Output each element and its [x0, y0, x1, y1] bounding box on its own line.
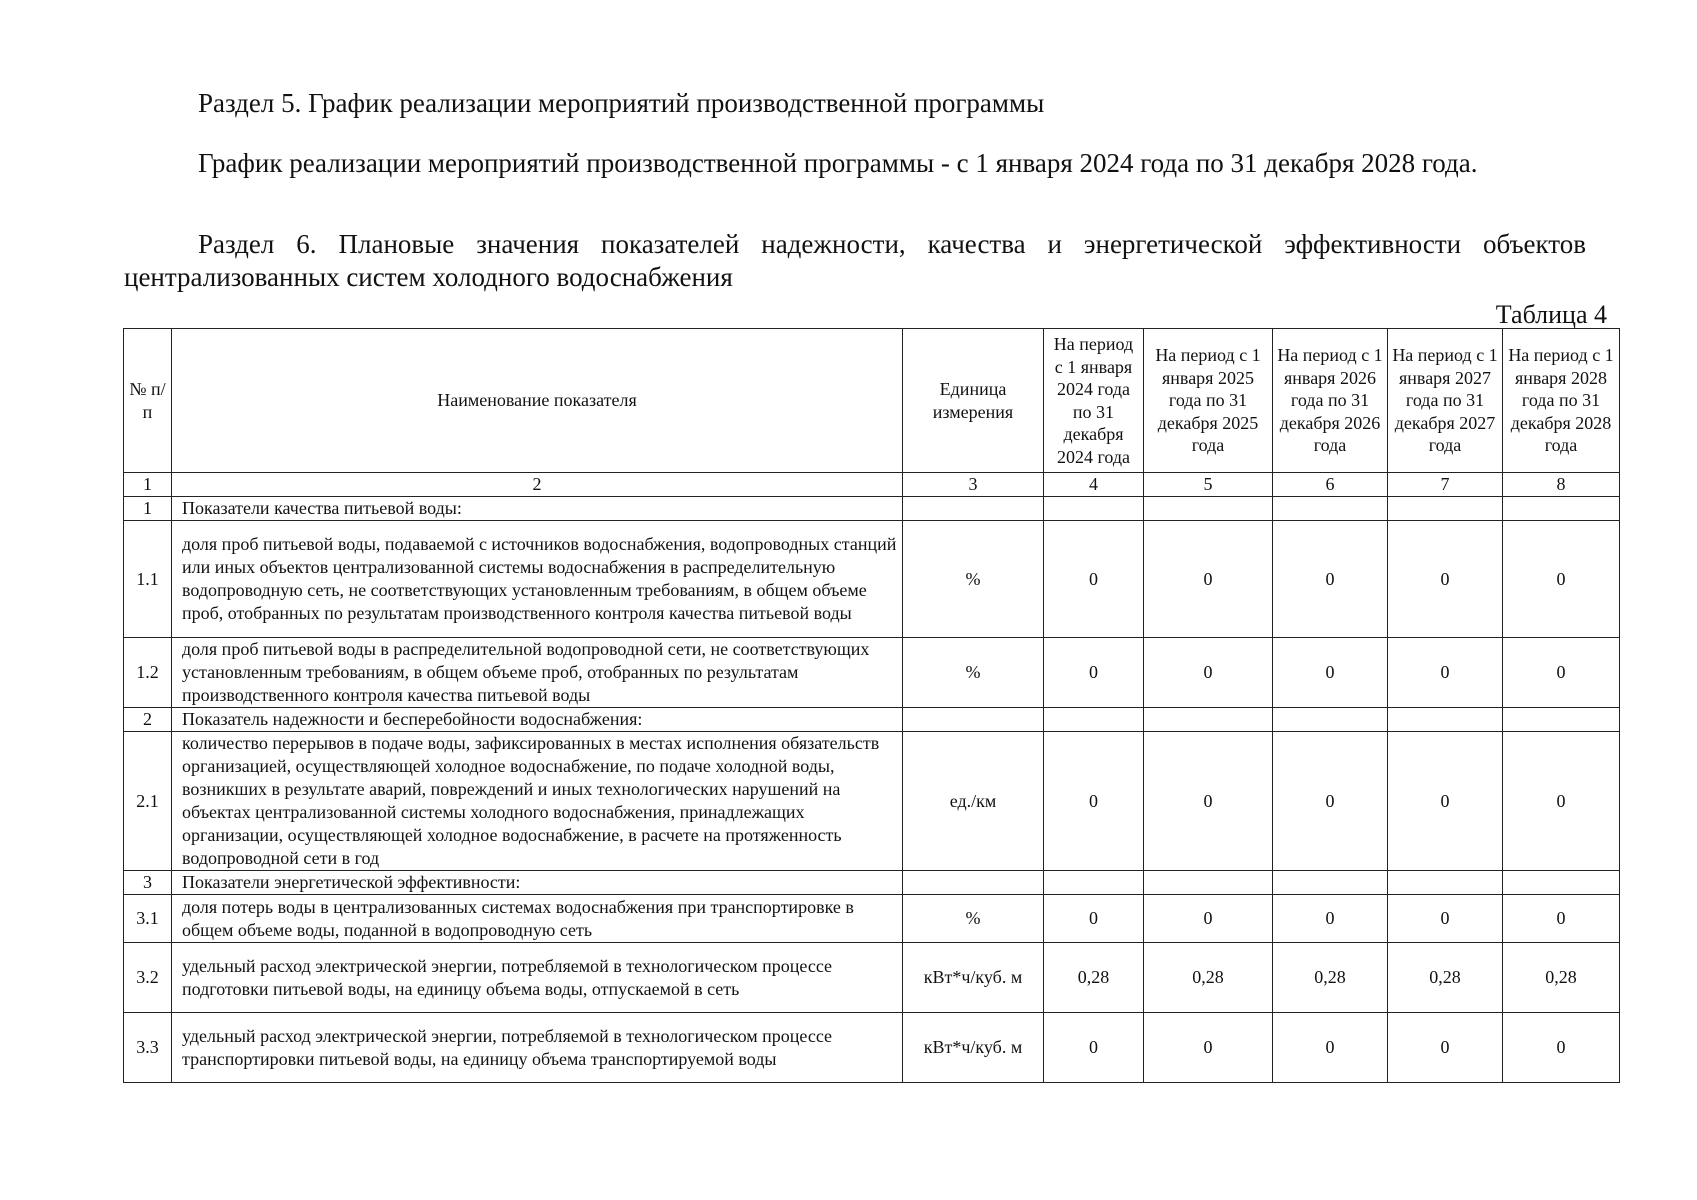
row-value [1273, 497, 1388, 521]
row-value: 0,28 [1044, 943, 1144, 1013]
row-name: Показатели качества питьевой воды: [172, 497, 903, 521]
row-value [1503, 497, 1620, 521]
row-value: 0 [1044, 521, 1144, 638]
header-period-2027: На период с 1 января 2027 года по 31 декабря 2027 года [1388, 329, 1503, 473]
row-name: Показатель надежности и бесперебойности водоснабжения: [172, 708, 903, 732]
table-row [124, 497, 1620, 521]
row-value: 0 [1388, 1013, 1503, 1083]
header-unit: Единица измерения [903, 329, 1044, 473]
row-num: 3.3 [124, 1013, 172, 1083]
row-value: 0 [1388, 895, 1503, 943]
row-value [1273, 708, 1388, 732]
schedule-text: График реализации мероприятий производственной программы - с 1 января 2024 года по 31 декабря 2028 года. [198, 148, 1478, 178]
col-number: 4 [1044, 473, 1144, 497]
row-num: 2.1 [124, 732, 172, 871]
row-num: 3.1 [124, 895, 172, 943]
row-name: доля потерь воды в централизованных системах водоснабжения при транспортировке в общем объеме воды, поданной в водопроводную сеть [172, 895, 903, 943]
row-value: 0 [1273, 638, 1388, 708]
row-name: удельный расход электрической энергии, потребляемой в технологическом процессе подготовки питьевой воды, на единицу объема воды, отпускаемой в сеть [172, 943, 903, 1013]
row-value: 0 [1144, 1013, 1273, 1083]
row-value: 0,28 [1388, 943, 1503, 1013]
table-row [124, 1013, 1620, 1083]
col-number: 7 [1388, 473, 1503, 497]
row-value [1044, 708, 1144, 732]
row-num: 2 [124, 708, 172, 732]
row-value: 0 [1503, 732, 1620, 871]
row-unit: % [903, 521, 1044, 638]
row-value: 0 [1044, 638, 1144, 708]
row-unit: кВт*ч/куб. м [903, 1013, 1044, 1083]
header-period-2025: На период с 1 января 2025 года по 31 декабря 2025 года [1144, 329, 1273, 473]
row-unit [903, 871, 1044, 895]
section6-title: Раздел 6. Плановые значения показателей надежности, качества и энергетической эффективности объектов централизованных систем холодного водоснабжения [124, 229, 1586, 292]
col-number: 2 [172, 473, 903, 497]
table-row [124, 943, 1620, 1013]
row-value: 0 [1503, 1013, 1620, 1083]
row-num: 1 [124, 497, 172, 521]
row-name: доля проб питьевой воды, подаваемой с источников водоснабжения, водопроводных станций или иных объектов централизованной системы водоснабжения в распределительную водопроводную сеть, не соответствующих установленным требованиям, в общем объеме проб, отобранных по результатам производственного контроля качества питьевой воды [172, 521, 903, 638]
row-value: 0 [1388, 521, 1503, 638]
row-num: 1.1 [124, 521, 172, 638]
row-value [1388, 708, 1503, 732]
section5-title: Раздел 5. График реализации мероприятий производственной программы [198, 88, 1045, 118]
row-name: доля проб питьевой воды в распределительной водопроводной сети, не соответствующих установленным требованиям, в общем объеме проб, отобранных по результатам производственного контроля качества питьевой воды [172, 638, 903, 708]
header-period-2026: На период с 1 января 2026 года по 31 декабря 2026 года [1273, 329, 1388, 473]
row-value [1273, 871, 1388, 895]
row-unit: кВт*ч/куб. м [903, 943, 1044, 1013]
row-value [1044, 871, 1144, 895]
row-value: 0 [1388, 638, 1503, 708]
row-value [1503, 871, 1620, 895]
table-row [124, 521, 1620, 638]
row-value: 0,28 [1273, 943, 1388, 1013]
row-value [1144, 708, 1273, 732]
row-value: 0 [1044, 895, 1144, 943]
row-value: 0 [1044, 1013, 1144, 1083]
table-row [124, 732, 1620, 871]
row-value: 0 [1144, 895, 1273, 943]
table-caption: Таблица 4 [1495, 300, 1607, 329]
row-value [1388, 497, 1503, 521]
col-number: 6 [1273, 473, 1388, 497]
row-value: 0 [1273, 895, 1388, 943]
col-number: 3 [903, 473, 1044, 497]
row-name: количество перерывов в подаче воды, зафиксированных в местах исполнения обязательств организацией, осуществляющей холодное водоснабжение, по подаче холодной воды, возникших в результате аварий, повреждений и иных технологических нарушений на объектах централизованной системы холодного водоснабжения, принадлежащих организации, осуществляющей холодное водоснабжение, в расчете на протяженность водопроводной сети в год [172, 732, 903, 871]
row-unit: % [903, 638, 1044, 708]
table-row [124, 708, 1620, 732]
row-value: 0 [1273, 1013, 1388, 1083]
row-value [1388, 871, 1503, 895]
row-name: удельный расход электрической энергии, потребляемой в технологическом процессе транспортировки питьевой воды, на единицу объема транспортируемой воды [172, 1013, 903, 1083]
row-value: 0 [1503, 521, 1620, 638]
row-unit: % [903, 895, 1044, 943]
row-value: 0,28 [1503, 943, 1620, 1013]
indicators-table [123, 328, 1620, 1083]
column-numbers-row [124, 473, 1620, 497]
row-value: 0,28 [1144, 943, 1273, 1013]
row-value: 0 [1388, 732, 1503, 871]
row-unit [903, 708, 1044, 732]
header-period-2028: На период с 1 января 2028 года по 31 декабря 2028 года [1503, 329, 1620, 473]
row-value: 0 [1144, 521, 1273, 638]
row-value: 0 [1144, 638, 1273, 708]
row-value: 0 [1273, 521, 1388, 638]
header-period-2024: На период с 1 января 2024 года по 31 декабря 2024 года [1044, 329, 1144, 473]
row-value [1503, 708, 1620, 732]
col-number: 5 [1144, 473, 1273, 497]
row-num: 3 [124, 871, 172, 895]
row-name: Показатели энергетической эффективности: [172, 871, 903, 895]
col-number: 1 [124, 473, 172, 497]
row-value [1144, 871, 1273, 895]
row-value: 0 [1273, 732, 1388, 871]
header-row [124, 329, 1620, 473]
row-value [1144, 497, 1273, 521]
row-value [1044, 497, 1144, 521]
table-row [124, 638, 1620, 708]
row-num: 1.2 [124, 638, 172, 708]
col-number: 8 [1503, 473, 1620, 497]
row-unit [903, 497, 1044, 521]
header-name: Наименование показателя [172, 329, 903, 473]
header-num: № п/ п [124, 329, 172, 473]
row-unit: ед./км [903, 732, 1044, 871]
row-value: 0 [1503, 638, 1620, 708]
table-row [124, 871, 1620, 895]
row-value: 0 [1044, 732, 1144, 871]
table-row [124, 895, 1620, 943]
row-num: 3.2 [124, 943, 172, 1013]
row-value: 0 [1503, 895, 1620, 943]
row-value: 0 [1144, 732, 1273, 871]
